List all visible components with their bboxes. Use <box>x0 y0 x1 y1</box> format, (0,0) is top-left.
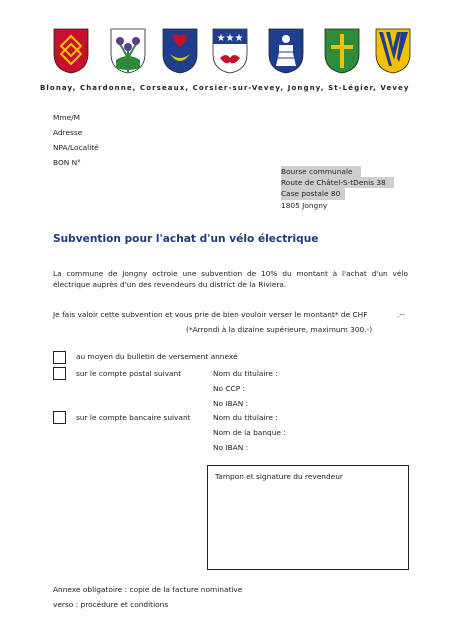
svg-text:★★★: ★★★ <box>216 33 244 44</box>
request-text: Je fais valoir cette subvention et vous prie de bien vouloir verser le montant* de CHF <box>53 310 368 319</box>
dealer-stamp-label: Tampon et signature du revendeur <box>215 472 343 481</box>
postal-holder-label: Nom du titulaire : <box>213 369 278 378</box>
option-bank-account: sur le compte bancaire suivant <box>76 413 191 422</box>
sender-name: Mme/M <box>53 113 80 122</box>
option-payment-slip: au moyen du bulletin de versement annexé <box>76 352 238 361</box>
amount-suffix: .-- <box>397 310 405 319</box>
option-postal-account: sur le compte postal suivant <box>76 369 182 378</box>
crest-corsier <box>212 28 248 74</box>
rounding-note: (*Arrondi à la dizaine supérieure, maximum 300.-) <box>186 325 373 334</box>
bank-holder-label: Nom du titulaire : <box>213 413 278 422</box>
footer-attachment-note: Annexe obligatoire : copie de la facture nominative <box>53 585 243 594</box>
dealer-stamp-box <box>207 465 409 570</box>
bank-iban-label: No IBAN : <box>213 443 249 452</box>
postal-iban-label: No IBAN : <box>213 399 249 408</box>
checkbox-payment-slip[interactable] <box>53 351 66 364</box>
crest-chardonne <box>110 28 146 74</box>
recipient-line-4: 1805 Jongny <box>281 200 328 210</box>
checkbox-bank-account[interactable] <box>53 411 66 424</box>
sender-zip-city: NPA/Localité <box>53 143 99 152</box>
sender-address: Adresse <box>53 128 83 137</box>
page-title: Subvention pour l'achat d'un vélo électrique <box>53 233 319 245</box>
bank-name-label: Nom de la banque : <box>213 428 286 437</box>
crest-corseaux <box>162 28 198 74</box>
checkbox-postal-account[interactable] <box>53 367 66 380</box>
intro-paragraph: La commune de Jongny octroie une subvention de 10% du montant à l'achat d'un vélo électrique auprès d'un des revendeurs du district de la Riviera. <box>53 269 408 289</box>
ccp-label: No CCP : <box>213 384 246 393</box>
footer-verso-note: verso : procédure et conditions <box>53 600 169 609</box>
recipient-block <box>281 166 394 211</box>
crest-blonay <box>53 28 89 74</box>
crest-st-legier <box>324 28 360 74</box>
crest-vevey <box>375 28 411 74</box>
recipient-line-1: Bourse communale <box>281 166 361 177</box>
recipient-line-2: Route de Châtel-S-tDenis 38 <box>281 177 394 188</box>
recipient-line-3: Case postale 80 <box>281 188 345 199</box>
sender-block <box>53 110 99 170</box>
municipalities-line: Blonay, Chardonne, Corseaux, Corsier-sur-Vevey, Jongny, St-Légier, Vevey <box>40 84 410 92</box>
voucher-number: BON N° <box>53 158 81 167</box>
crest-jongny <box>268 28 304 74</box>
